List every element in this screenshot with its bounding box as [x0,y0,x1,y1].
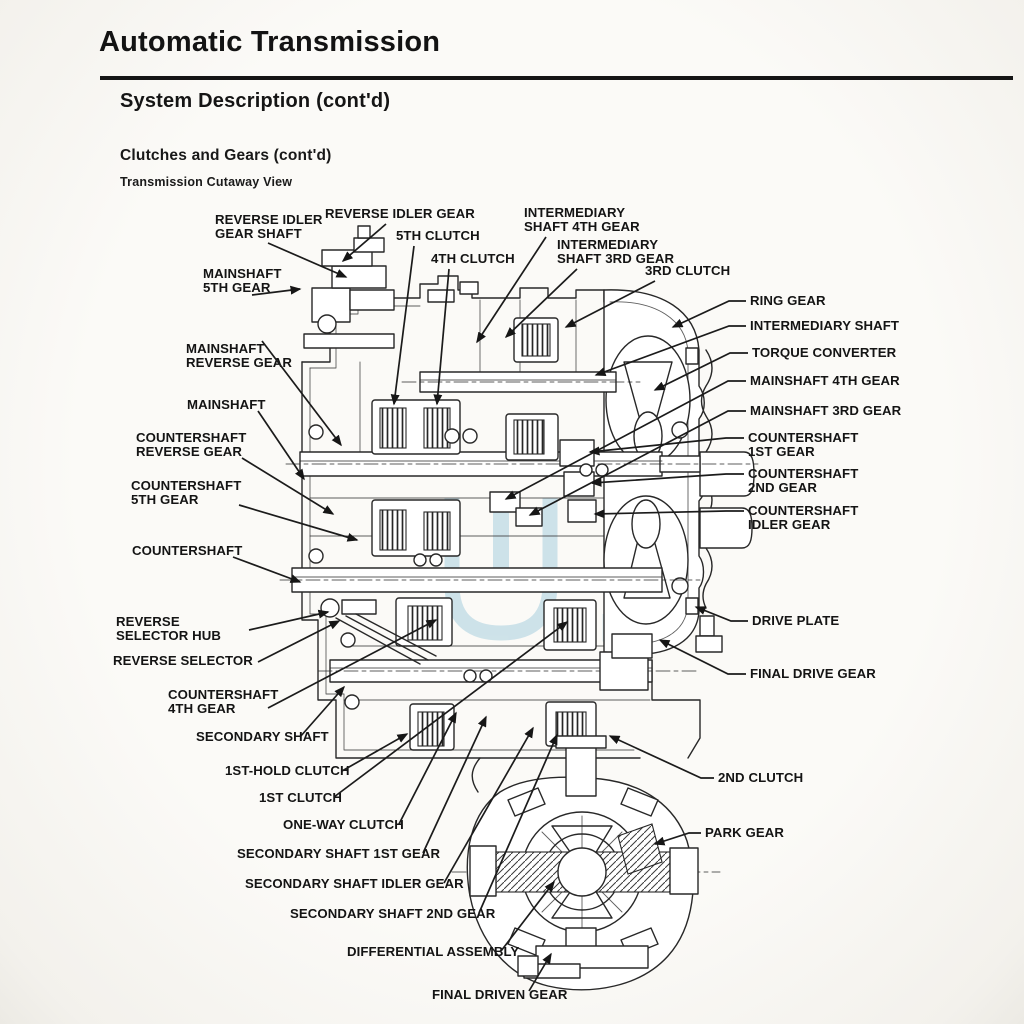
svg-text:MAINSHAFT 4TH GEAR: MAINSHAFT 4TH GEAR [750,373,900,388]
svg-text:FINAL DRIVE GEAR: FINAL DRIVE GEAR [750,666,876,681]
svg-text:SECONDARY SHAFT IDLER GEAR: SECONDARY SHAFT IDLER GEAR [245,876,464,891]
svg-text:SELECTOR HUB: SELECTOR HUB [116,628,221,643]
svg-text:COUNTERSHAFT: COUNTERSHAFT [748,430,859,445]
svg-text:2ND CLUTCH: 2ND CLUTCH [718,770,804,785]
svg-text:SECONDARY SHAFT 1ST GEAR: SECONDARY SHAFT 1ST GEAR [237,846,441,861]
page-title: Automatic Transmission [99,26,441,58]
svg-text:SHAFT 4TH GEAR: SHAFT 4TH GEAR [524,219,640,234]
svg-text:COUNTERSHAFT: COUNTERSHAFT [131,478,242,493]
svg-text:RING GEAR: RING GEAR [750,293,826,308]
svg-text:2ND GEAR: 2ND GEAR [748,480,817,495]
svg-text:SHAFT 3RD GEAR: SHAFT 3RD GEAR [557,251,675,266]
label-final-drive-gear [660,640,876,681]
svg-text:1ST GEAR: 1ST GEAR [748,444,815,459]
svg-text:3RD CLUTCH: 3RD CLUTCH [645,263,731,278]
output-shaft-stubs [700,452,754,548]
label-countershaft-5th-gear [131,478,357,540]
svg-text:MAINSHAFT: MAINSHAFT [186,341,265,356]
svg-text:SECONDARY SHAFT 2ND GEAR: SECONDARY SHAFT 2ND GEAR [290,906,496,921]
svg-text:1ST-HOLD CLUTCH: 1ST-HOLD CLUTCH [225,763,350,778]
svg-text:COUNTERSHAFT: COUNTERSHAFT [168,687,279,702]
section-heading: System Description (cont'd) [120,90,391,112]
label-mainshaft-5th-gear [203,266,300,295]
svg-text:ONE-WAY CLUTCH: ONE-WAY CLUTCH [283,817,404,832]
svg-text:GEAR SHAFT: GEAR SHAFT [215,226,302,241]
svg-text:TORQUE CONVERTER: TORQUE CONVERTER [752,345,897,360]
svg-text:COUNTERSHAFT: COUNTERSHAFT [136,430,247,445]
svg-text:1ST CLUTCH: 1ST CLUTCH [259,790,343,805]
svg-text:INTERMEDIARY: INTERMEDIARY [524,205,626,220]
svg-text:IDLER GEAR: IDLER GEAR [748,517,831,532]
svg-text:5TH GEAR: 5TH GEAR [131,492,199,507]
svg-text:MAINSHAFT: MAINSHAFT [187,397,266,412]
svg-text:REVERSE IDLER: REVERSE IDLER [215,212,323,227]
svg-text:COUNTERSHAFT: COUNTERSHAFT [748,466,859,481]
reverse-idler-assembly [304,226,478,348]
svg-text:PARK GEAR: PARK GEAR [705,825,785,840]
subsection-heading: Clutches and Gears (cont'd) [120,147,332,164]
svg-text:5TH GEAR: 5TH GEAR [203,280,271,295]
label-countershaft [132,543,300,582]
svg-text:INTERMEDIARY SHAFT: INTERMEDIARY SHAFT [750,318,900,333]
svg-text:INTERMEDIARY: INTERMEDIARY [557,237,659,252]
svg-text:MAINSHAFT 3RD GEAR: MAINSHAFT 3RD GEAR [750,403,902,418]
label-2nd-clutch [610,736,803,785]
svg-text:5TH CLUTCH: 5TH CLUTCH [396,228,480,243]
svg-text:REVERSE: REVERSE [116,614,180,629]
svg-text:REVERSE GEAR: REVERSE GEAR [186,355,292,370]
svg-text:MAINSHAFT: MAINSHAFT [203,266,282,281]
svg-text:COUNTERSHAFT: COUNTERSHAFT [748,503,859,518]
svg-text:4TH GEAR: 4TH GEAR [168,701,236,716]
svg-text:REVERSE SELECTOR: REVERSE SELECTOR [113,653,253,668]
figure-title: Transmission Cutaway View [120,175,293,189]
svg-text:SECONDARY SHAFT: SECONDARY SHAFT [196,729,329,744]
label-drive-plate [696,607,839,628]
svg-text:4TH CLUTCH: 4TH CLUTCH [431,251,515,266]
svg-text:FINAL DRIVEN GEAR: FINAL DRIVEN GEAR [432,987,568,1002]
svg-text:COUNTERSHAFT: COUNTERSHAFT [132,543,243,558]
svg-text:REVERSE GEAR: REVERSE GEAR [136,444,242,459]
svg-text:DRIVE PLATE: DRIVE PLATE [752,613,840,628]
svg-text:DIFFERENTIAL ASSEMBLY: DIFFERENTIAL ASSEMBLY [347,944,520,959]
svg-text:REVERSE IDLER GEAR: REVERSE IDLER GEAR [325,206,475,221]
label-reverse-selector-hub [116,612,328,643]
